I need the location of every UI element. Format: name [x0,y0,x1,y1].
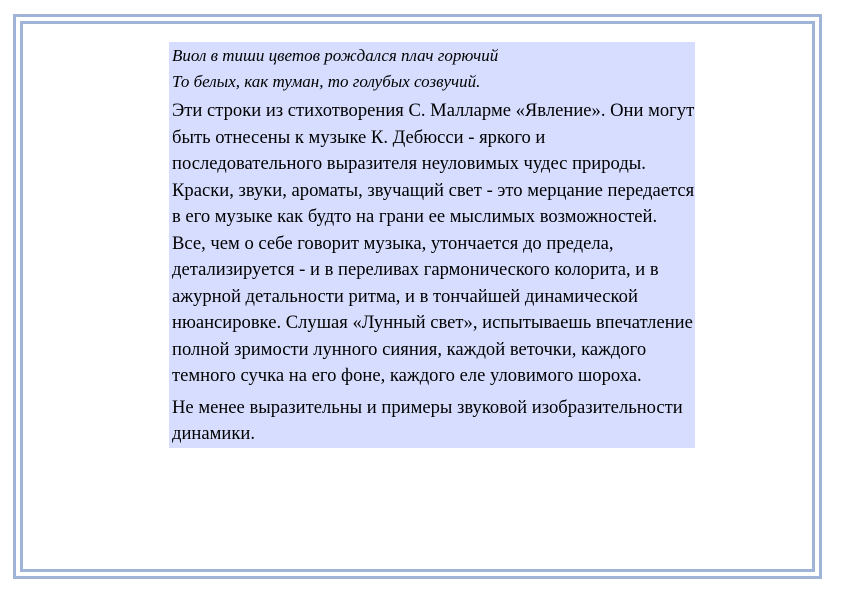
slide-text-block [169,42,695,448]
poem-quote [169,42,695,98]
poem-line-2: То белых, как туман, то голубых созвучий. [172,72,481,91]
poem-line-1: Виол в тиши цветов рождался плач горючий [172,46,499,65]
paragraph-main: Эти строки из стихотворения С. Малларме «Явление». Они могут быть отнесены к музыке К. Дебюсси - яркого и последовательного выразителя неуловимых чудес природы. Краски, звуки, ароматы, звучащий свет - это мерцание передается в его музыке как будто на грани ее мыслимых возможностей. Все, чем о себе говорит музыка, утончается до предела, детализируется - и в переливах гармонического колорита, и в ажурной детальности ритма, и в тончайшей динамической нюансировке. Слушая «Лунный свет», испытываешь впечатление полной зримости лунного сияния, каждой веточки, каждого темного сучка на его фоне, каждого еле уловимого шороха. [169,98,695,390]
paragraph-closing: Не менее выразительны и примеры звуковой изобразительности динамики. [169,395,695,448]
